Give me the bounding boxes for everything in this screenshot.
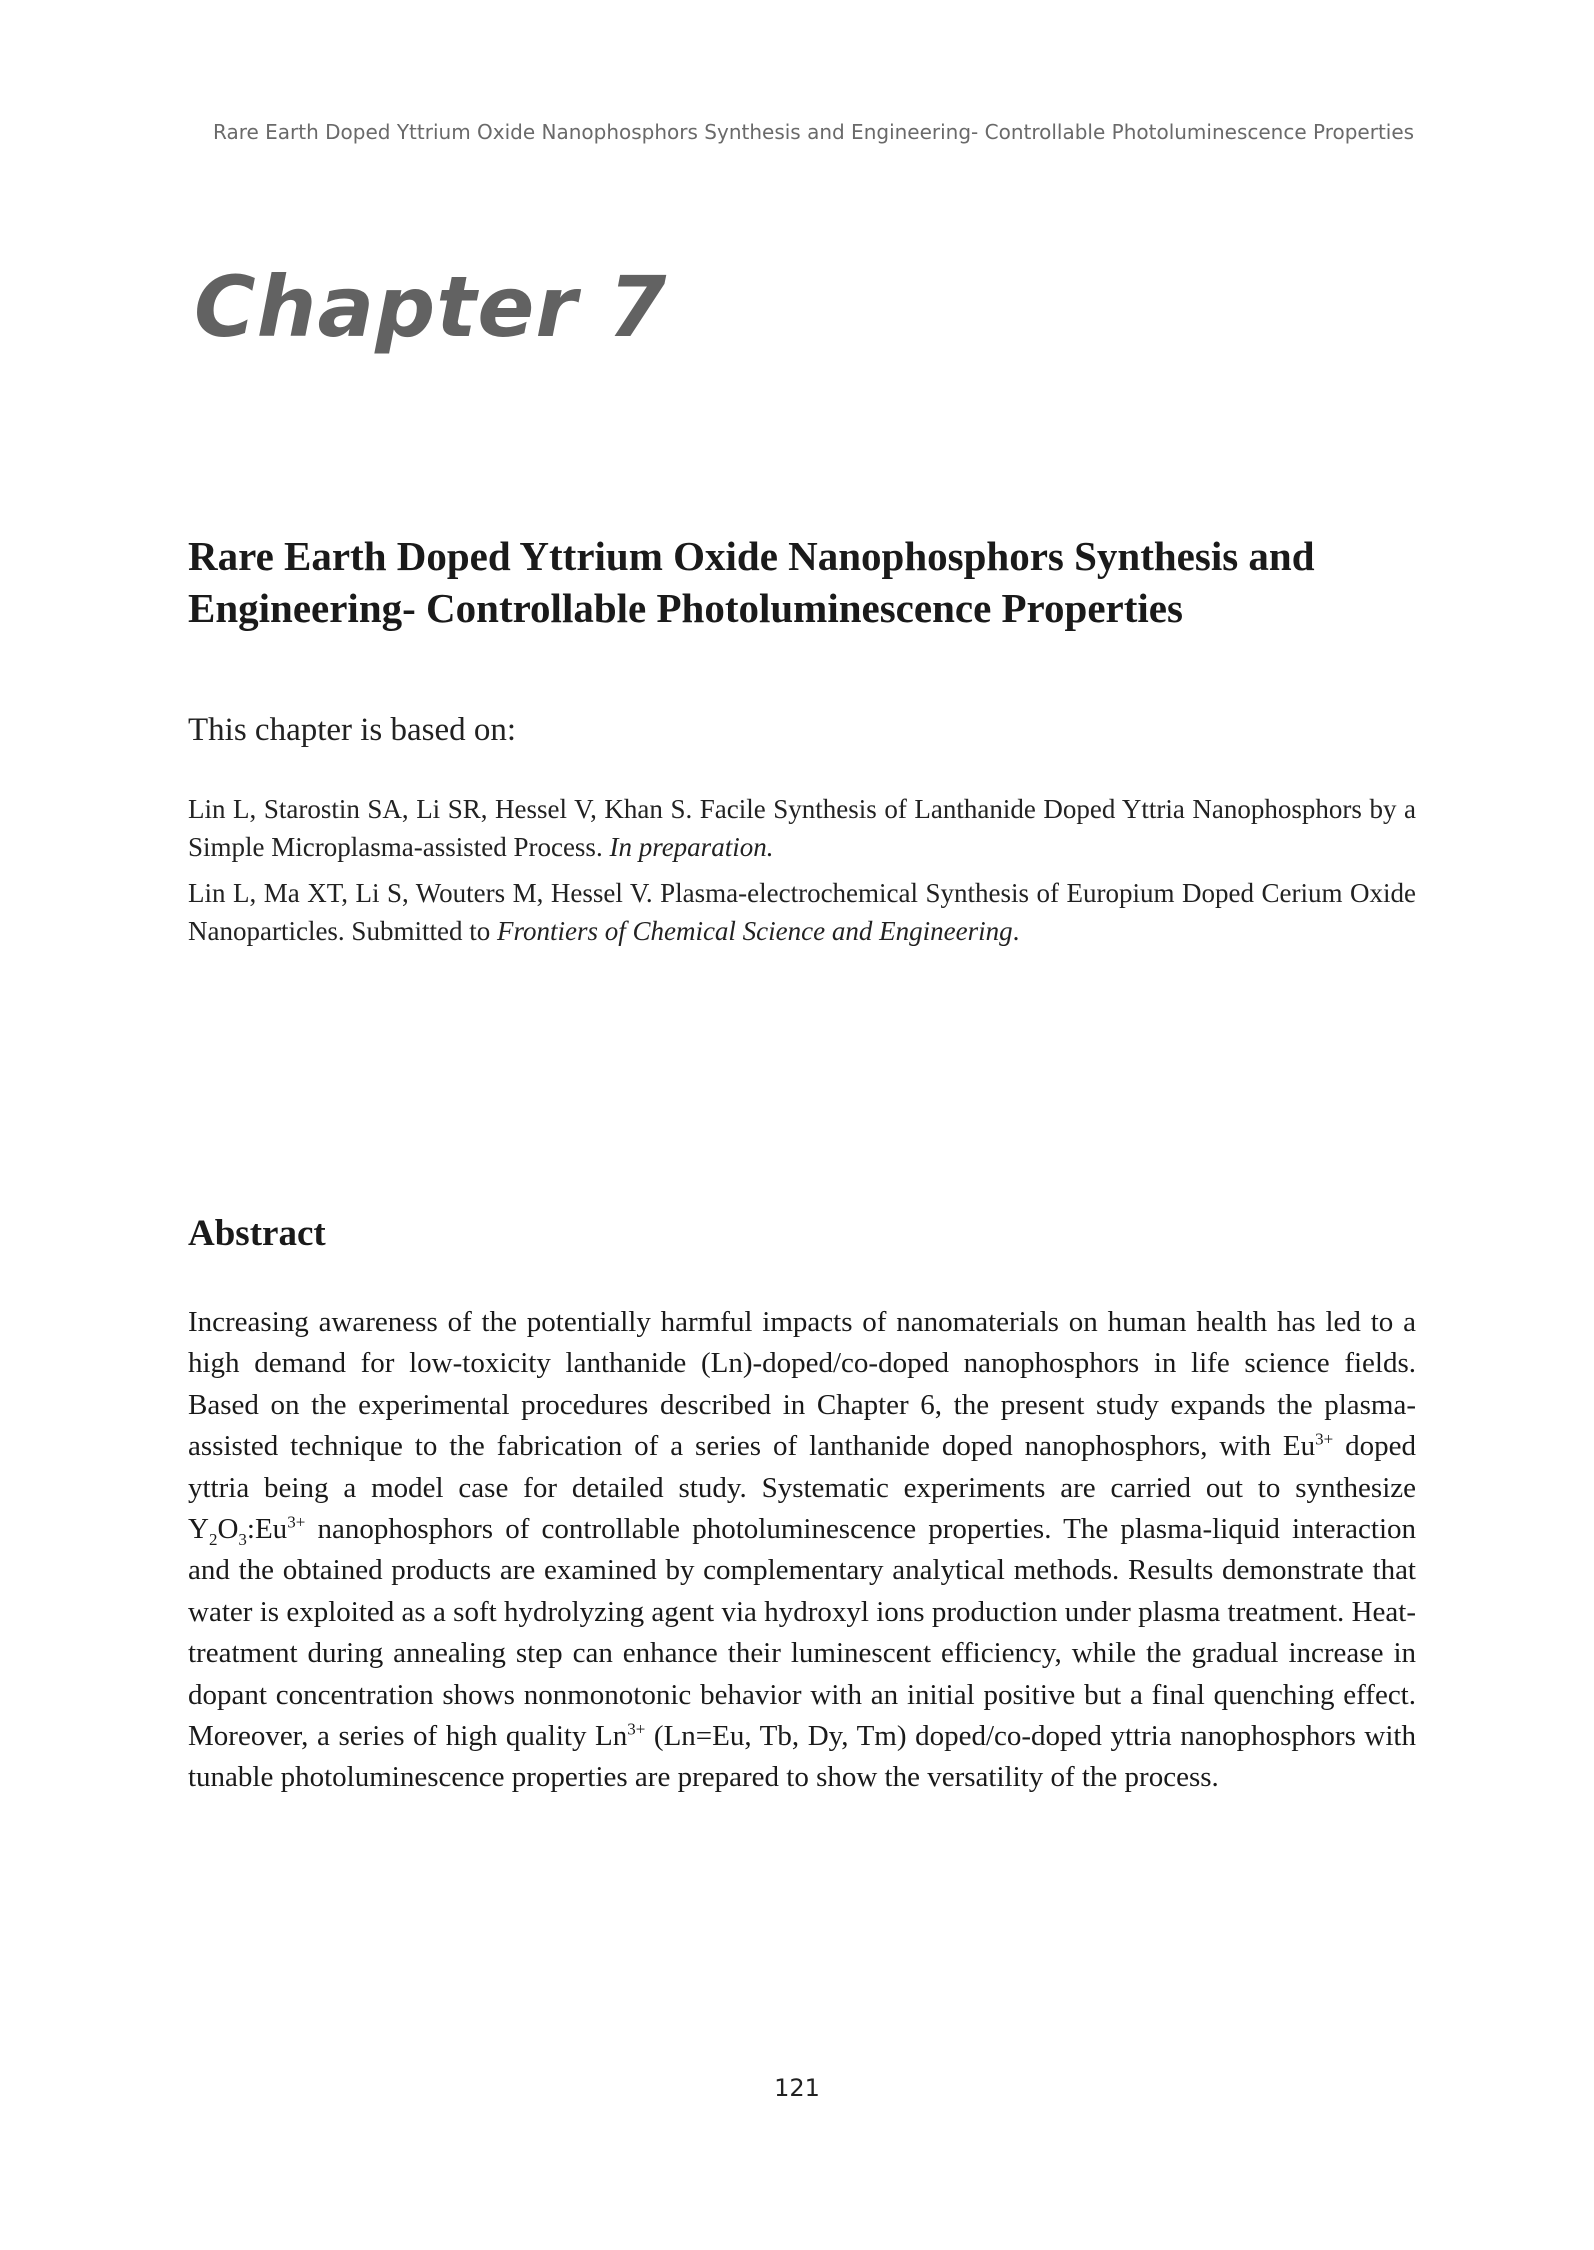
chapter-title-line-2: Engineering- Controllable Photoluminescence Properties [188, 585, 1183, 631]
subscript: 3 [238, 1529, 247, 1549]
reference-text: Lin L, Starostin SA, Li SR, Hessel V, Khan S. Facile Synthesis of Lanthanide Doped Yttria Nanophosphors by a Simple Microplasma-assisted Process. [188, 794, 1416, 862]
reference-tail: . [1012, 916, 1020, 946]
reference-item [188, 790, 1416, 866]
reference-list [188, 790, 1416, 958]
page-number: 121 [774, 2074, 820, 2102]
chapter-title-line-1: Rare Earth Doped Yttrium Oxide Nanophosphors Synthesis and [188, 533, 1315, 579]
superscript: 3+ [627, 1719, 646, 1739]
running-head: Rare Earth Doped Yttrium Oxide Nanophosphors Synthesis and Engineering- Controllable Photoluminescence Properties [213, 120, 1415, 144]
based-on-label: This chapter is based on: [188, 712, 517, 748]
reference-text: Lin L, Ma XT, Li S, Wouters M, Hessel V. Plasma-electrochemical Synthesis of Europium Doped Cerium Oxide Nanoparticles. Submitted to [188, 878, 1416, 946]
superscript: 3+ [287, 1512, 306, 1532]
abstract-segment: nanophosphors of controllable photoluminescence properties. The plasma-liquid interaction and the obtained products are examined by complementary analytical methods. Results demonstrate that water is exploited as a soft hydrolyzing agent via hydroxyl ions production under plasma treatment. Heat-treatment during annealing step can enhance their luminescent efficiency, while the gradual increase in dopant concentration shows nonmonotonic behavior with an initial positive but a final quenching effect. Moreover, a series of high quality Ln [188, 1513, 1416, 1753]
abstract-segment: O [217, 1513, 239, 1546]
reference-italic: Frontiers of Chemical Science and Engineering [496, 916, 1013, 946]
abstract-body [188, 1302, 1416, 1799]
chapter-label: Chapter 7 [194, 258, 668, 356]
reference-item [188, 874, 1416, 950]
chapter-title [188, 530, 1418, 634]
superscript: 3+ [1315, 1429, 1334, 1449]
reference-italic: In preparation. [609, 832, 774, 862]
abstract-segment: doped yttria being a model case for detailed study. Systematic experiments are carried out to synthesize Y [188, 1430, 1417, 1546]
abstract-segment: Increasing awareness of the potentially harmful impacts of nanomaterials on human health has led to a high demand for low-toxicity lanthanide (Ln)-doped/co-doped nanophosphors in life science fields. Based on the experimental procedures described in Chapter 6, the present study expands the plasma-assisted technique to the fabrication of a series of lanthanide doped nanophosphors, with Eu [188, 1306, 1416, 1463]
abstract-segment: :Eu [246, 1513, 288, 1546]
abstract-heading: Abstract [188, 1213, 326, 1254]
subscript: 2 [208, 1529, 218, 1549]
abstract-segment: (Ln=Eu, Tb, Dy, Tm) doped/co-doped yttria nanophosphors with tunable photoluminescence properties are prepared to show the versatility of the process. [188, 1720, 1416, 1794]
